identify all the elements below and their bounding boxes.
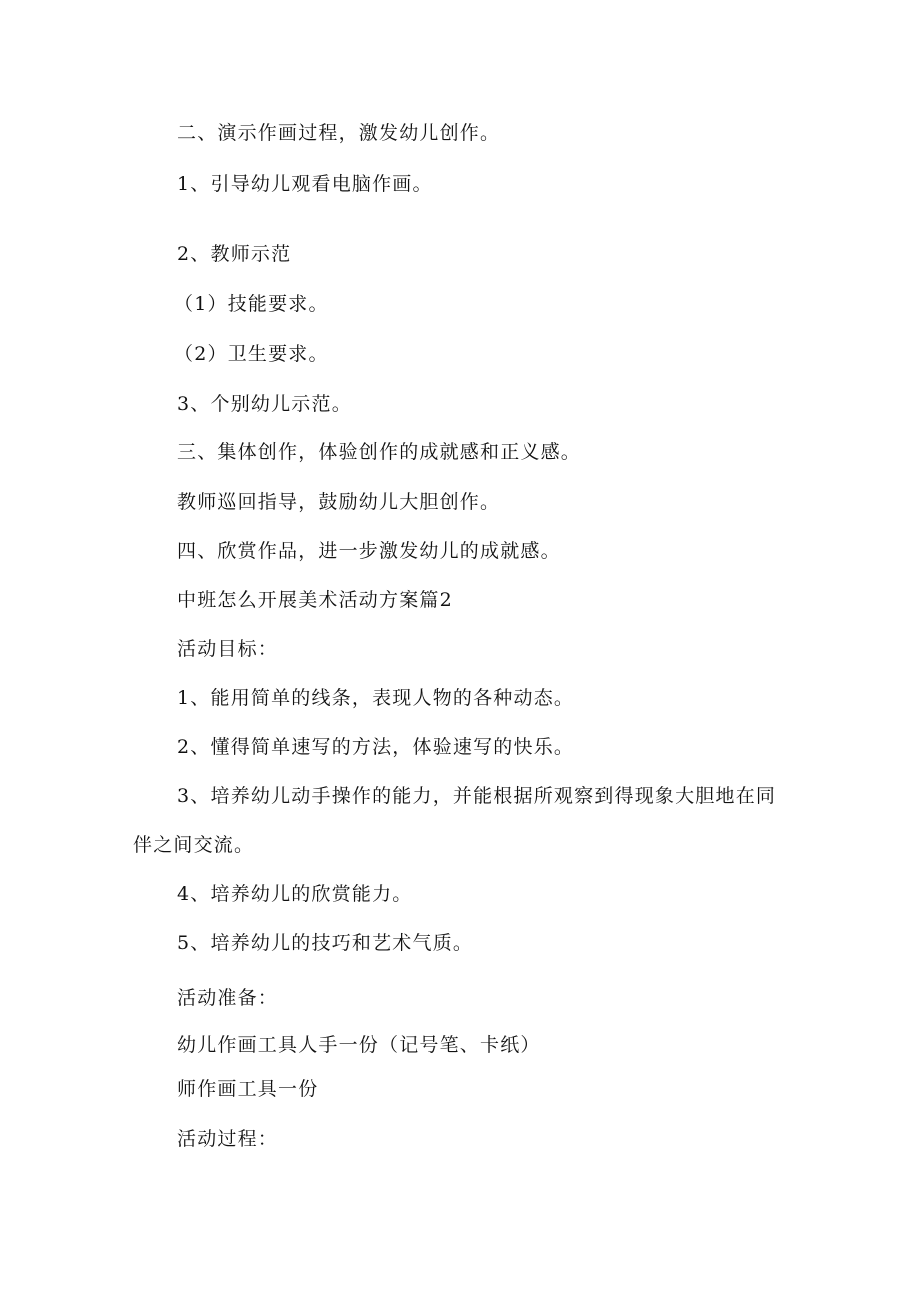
goal-item-2: 2、懂得简单速写的方法，体验速写的快乐。 (177, 736, 575, 758)
goal-item-5: 5、培养幼儿的技巧和艺术气质。 (177, 932, 474, 954)
section-heading-demo: 二、演示作画过程，激发幼儿创作。 (177, 122, 501, 144)
heading-activity-preparation: 活动准备： (177, 987, 279, 1009)
document-title-part2: 中班怎么开展美术活动方案篇2 (177, 589, 453, 611)
sub-item-skill-requirement: （1）技能要求。 (174, 293, 329, 315)
heading-activity-goals: 活动目标： (177, 638, 279, 660)
section-heading-appreciation: 四、欣赏作品，进一步激发幼儿的成就感。 (177, 540, 561, 562)
sub-item-hygiene-requirement: （2）卫生要求。 (174, 343, 329, 365)
goal-item-1: 1、能用简单的线条，表现人物的各种动态。 (177, 687, 575, 709)
preparation-teacher-tools: 师作画工具一份 (177, 1078, 319, 1100)
goal-item-3-continuation: 伴之间交流。 (133, 834, 255, 856)
section-heading-group-creation: 三、集体创作，体验创作的成就感和正义感。 (177, 441, 582, 463)
heading-activity-process: 活动过程： (177, 1128, 279, 1150)
goal-item-4: 4、培养幼儿的欣赏能力。 (177, 883, 413, 905)
list-item-watch-computer-drawing: 1、引导幼儿观看电脑作画。 (177, 173, 433, 195)
list-item-individual-demo: 3、个别幼儿示范。 (177, 393, 352, 415)
preparation-child-tools: 幼儿作画工具人手一份（记号笔、卡纸） (177, 1034, 541, 1056)
goal-item-3: 3、培养幼儿动手操作的能力，并能根据所观察到得现象大胆地在同 (177, 785, 777, 807)
paragraph-teacher-guidance: 教师巡回指导，鼓励幼儿大胆创作。 (177, 491, 501, 513)
list-item-teacher-demo: 2、教师示范 (177, 243, 292, 265)
